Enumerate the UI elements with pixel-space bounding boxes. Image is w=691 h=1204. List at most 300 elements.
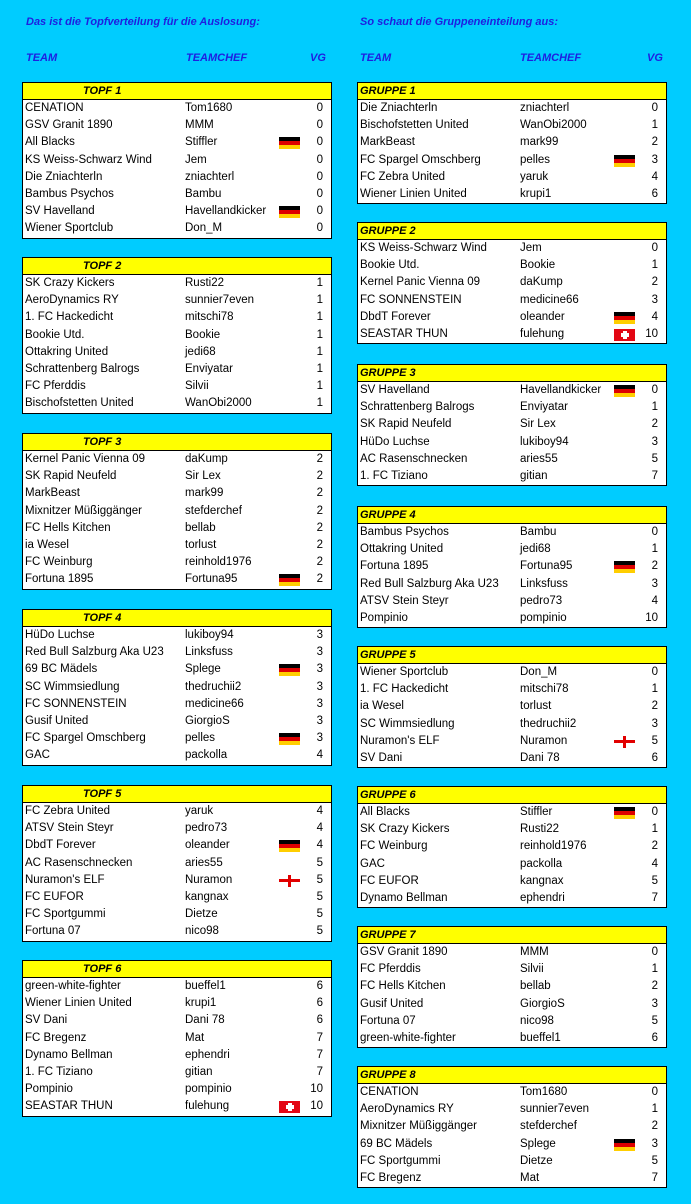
vg-value: 0 — [651, 242, 658, 254]
team-chef: yaruk — [520, 170, 549, 183]
team-name: Fortuna 1895 — [360, 560, 429, 573]
table-row — [358, 593, 666, 610]
team-name: ia Wesel — [25, 538, 69, 551]
vg-value: 5 — [316, 908, 323, 921]
team-chef: Sir Lex — [185, 470, 221, 483]
team-name: 1. FC Tiziano — [360, 469, 428, 482]
team-name: Bischofstetten United — [360, 119, 469, 132]
team-name: FC Zebra United — [360, 170, 446, 183]
team-chef: pompinio — [520, 611, 567, 624]
table-row — [358, 750, 666, 767]
team-name: DbdT Forever — [360, 310, 431, 323]
team-chef: mark99 — [185, 487, 224, 500]
table-row — [358, 698, 666, 715]
team-name: 69 BC Mädels — [25, 663, 98, 676]
vg-value: 1 — [651, 1103, 658, 1116]
group-table — [357, 786, 667, 908]
vg-value: 1 — [316, 294, 323, 307]
groups-heading: So schaut die Gruppeneinteilung aus: — [360, 16, 559, 28]
vg-value: 3 — [316, 646, 323, 659]
team-chef: daKump — [520, 276, 563, 289]
germany-flag-icon — [614, 1139, 635, 1151]
team-chef: torlust — [520, 700, 552, 713]
vg-value: 1 — [316, 311, 323, 324]
table-row — [358, 186, 666, 203]
table-row — [358, 169, 666, 186]
germany-flag-icon — [279, 840, 300, 852]
vg-value: 1 — [651, 823, 658, 836]
team-chef: Bookie — [520, 259, 556, 272]
vg-value: 3 — [651, 153, 658, 166]
team-name: Wiener Sportclub — [25, 222, 114, 235]
team-chef: kangnax — [185, 890, 229, 903]
team-name: MarkBeast — [360, 136, 415, 149]
team-name: AC Rasenschnecken — [25, 856, 133, 869]
vg-value: 6 — [651, 187, 658, 200]
vg-value: 2 — [316, 538, 323, 551]
team-name: FC Sportgummi — [25, 908, 106, 921]
vg-value: 4 — [316, 749, 323, 762]
table-row — [358, 416, 666, 433]
groups-col-chef: TEAMCHEF — [520, 52, 582, 64]
team-chef: ephendri — [185, 1048, 230, 1061]
team-chef: WanObi2000 — [520, 119, 587, 132]
table-row — [23, 803, 331, 820]
team-chef: bueffel1 — [520, 1031, 561, 1044]
team-chef: jedi68 — [185, 345, 216, 358]
team-name: SV Dani — [25, 1014, 68, 1027]
vg-value: 3 — [316, 697, 323, 710]
vg-value: 10 — [310, 1100, 323, 1113]
pots-heading: Das ist die Topfverteilung für die Auslosung: — [26, 16, 260, 28]
table-row — [358, 576, 666, 593]
vg-value: 2 — [316, 470, 323, 483]
germany-flag-icon — [614, 807, 635, 819]
vg-value: 10 — [645, 611, 658, 624]
team-chef: Silvii — [520, 963, 544, 976]
table-row — [358, 821, 666, 838]
team-chef: Linksfuss — [520, 577, 568, 590]
table-row — [23, 361, 331, 378]
table-row — [358, 873, 666, 890]
table-row — [358, 399, 666, 416]
team-chef: krupi1 — [520, 187, 552, 200]
table-row — [358, 152, 666, 169]
team-chef: Enviyatar — [185, 362, 233, 375]
vg-value: 2 — [651, 840, 658, 853]
vg-value: 0 — [316, 136, 323, 149]
table-row — [358, 804, 666, 821]
vg-value: 3 — [651, 1137, 658, 1150]
table-row — [23, 344, 331, 361]
team-chef: Dietze — [185, 908, 218, 921]
team-name: FC SONNENSTEIN — [25, 697, 127, 710]
group-table — [357, 222, 667, 344]
table-row — [23, 378, 331, 395]
table-row — [23, 169, 331, 186]
vg-value: 3 — [651, 717, 658, 730]
table-row — [358, 274, 666, 291]
team-name: Wiener Sportclub — [360, 666, 449, 678]
team-name: FC Bregenz — [360, 1171, 422, 1184]
team-chef: pedro73 — [520, 594, 563, 607]
team-name: Bookie Utd. — [360, 259, 420, 272]
team-chef: mitschi78 — [185, 311, 234, 324]
team-chef: Stiffler — [185, 136, 218, 149]
vg-value: 4 — [316, 839, 323, 852]
team-name: FC SONNENSTEIN — [360, 293, 462, 306]
team-chef: Havellandkicker — [185, 205, 267, 218]
team-name: FC Hells Kitchen — [25, 521, 111, 534]
germany-flag-icon — [279, 206, 300, 218]
table-row — [23, 571, 331, 588]
table-row — [358, 309, 666, 326]
vg-value: 5 — [651, 452, 658, 465]
team-chef: Nuramon — [185, 873, 233, 886]
team-chef: packolla — [520, 857, 563, 870]
team-name: FC Weinburg — [25, 556, 93, 569]
vg-value: 0 — [316, 170, 323, 183]
table-row — [23, 644, 331, 661]
team-chef: pedro73 — [185, 822, 228, 835]
table-row — [23, 696, 331, 713]
team-name: Ottakring United — [25, 345, 109, 358]
team-name: Fortuna 07 — [25, 925, 81, 938]
vg-value: 0 — [316, 187, 323, 200]
pot-title: TOPF 3 — [23, 434, 331, 451]
team-name: AeroDynamics RY — [25, 294, 119, 307]
team-name: All Blacks — [360, 806, 410, 818]
vg-value: 2 — [651, 276, 658, 289]
vg-value: 0 — [651, 102, 658, 114]
team-name: Dynamo Bellman — [25, 1048, 113, 1061]
switzerland-flag-icon — [279, 1101, 300, 1113]
team-chef: lukiboy94 — [185, 629, 234, 641]
vg-value: 2 — [651, 1120, 658, 1133]
pot-table — [22, 257, 332, 414]
team-chef: Tom1680 — [185, 102, 233, 114]
table-row — [358, 961, 666, 978]
team-chef: Sir Lex — [520, 418, 556, 431]
table-row — [23, 906, 331, 923]
team-name: HüDo Luchse — [25, 629, 95, 641]
team-name: GAC — [360, 857, 385, 870]
table-row — [23, 451, 331, 468]
team-chef: bueffel1 — [185, 980, 226, 992]
team-name: ia Wesel — [360, 700, 404, 713]
vg-value: 6 — [316, 980, 323, 992]
team-chef: Dietze — [520, 1154, 553, 1167]
team-name: Mixnitzer Müßiggänger — [25, 504, 142, 517]
team-name: 1. FC Hackedicht — [25, 311, 114, 324]
vg-value: 3 — [316, 663, 323, 676]
table-row — [358, 716, 666, 733]
vg-value: 7 — [316, 1065, 323, 1078]
team-name: Nuramon's ELF — [360, 734, 440, 747]
pot-title: TOPF 6 — [23, 961, 331, 978]
group-title: GRUPPE 5 — [358, 647, 666, 664]
table-row — [358, 434, 666, 451]
vg-value: 1 — [316, 345, 323, 358]
team-name: Gusif United — [360, 997, 424, 1010]
team-chef: Stiffler — [520, 806, 553, 818]
vg-value: 2 — [316, 504, 323, 517]
team-chef: mark99 — [520, 136, 559, 149]
table-row — [23, 100, 331, 117]
team-name: Schrattenberg Balrogs — [360, 401, 475, 414]
vg-value: 0 — [651, 526, 658, 538]
team-name: CENATION — [360, 1086, 419, 1098]
vg-value: 6 — [316, 997, 323, 1010]
group-table — [357, 926, 667, 1048]
pots-col-team: TEAM — [26, 52, 58, 64]
team-name: DbdT Forever — [25, 839, 96, 852]
table-row — [358, 257, 666, 274]
vg-value: 4 — [316, 805, 323, 817]
team-chef: Mat — [520, 1171, 540, 1184]
team-name: Kernel Panic Vienna 09 — [360, 276, 480, 289]
table-row — [23, 1012, 331, 1029]
team-name: FC Pferddis — [25, 380, 86, 393]
vg-value: 7 — [651, 891, 658, 904]
table-row — [358, 541, 666, 558]
table-row — [23, 661, 331, 678]
table-row — [23, 1064, 331, 1081]
vg-value: 3 — [316, 629, 323, 641]
table-row — [358, 996, 666, 1013]
team-chef: Rusti22 — [185, 277, 224, 289]
pot-table — [22, 960, 332, 1117]
team-chef: oleander — [520, 310, 565, 323]
team-chef: stefderchef — [185, 504, 242, 517]
table-row — [358, 326, 666, 343]
group-title: GRUPPE 8 — [358, 1067, 666, 1084]
team-chef: Enviyatar — [520, 401, 568, 414]
team-chef: nico98 — [520, 1014, 554, 1027]
vg-value: 2 — [316, 573, 323, 586]
team-name: ATSV Stein Steyr — [360, 594, 449, 607]
team-name: 69 BC Mädels — [360, 1137, 433, 1150]
germany-flag-icon — [614, 561, 635, 573]
table-row — [358, 681, 666, 698]
pot-table — [22, 609, 332, 766]
table-row — [23, 627, 331, 644]
team-name: 1. FC Hackedicht — [360, 683, 449, 696]
team-chef: Jem — [520, 242, 542, 254]
switzerland-flag-icon — [614, 329, 635, 341]
team-chef: torlust — [185, 538, 217, 551]
table-row — [358, 1101, 666, 1118]
vg-value: 1 — [651, 119, 658, 132]
team-name: CENATION — [25, 102, 84, 114]
vg-value: 6 — [651, 751, 658, 764]
team-name: Dynamo Bellman — [360, 891, 448, 904]
team-chef: ephendri — [520, 891, 565, 904]
table-row — [358, 117, 666, 134]
vg-value: 1 — [316, 397, 323, 410]
table-row — [23, 820, 331, 837]
vg-value: 3 — [651, 997, 658, 1010]
vg-value: 0 — [316, 222, 323, 235]
england-flag-icon — [279, 875, 300, 887]
team-name: Ottakring United — [360, 543, 444, 556]
table-row — [358, 134, 666, 151]
table-row — [23, 485, 331, 502]
vg-value: 1 — [651, 963, 658, 976]
table-row — [23, 220, 331, 237]
team-name: HüDo Luchse — [360, 435, 430, 448]
team-chef: sunnier7even — [520, 1103, 590, 1116]
team-chef: Mat — [185, 1031, 205, 1044]
group-title: GRUPPE 3 — [358, 365, 666, 382]
table-row — [358, 1084, 666, 1101]
vg-value: 7 — [651, 469, 658, 482]
team-chef: daKump — [185, 453, 228, 465]
team-chef: fulehung — [520, 327, 565, 340]
team-chef: fulehung — [185, 1100, 230, 1113]
team-chef: packolla — [185, 749, 228, 762]
table-row — [23, 327, 331, 344]
vg-value: 10 — [310, 1083, 323, 1096]
team-name: Pompinio — [25, 1083, 73, 1096]
team-chef: nico98 — [185, 925, 219, 938]
team-name: Bischofstetten United — [25, 397, 134, 410]
team-chef: sunnier7even — [185, 294, 255, 307]
team-name: SK Rapid Neufeld — [25, 470, 117, 483]
team-name: KS Weiss-Schwarz Wind — [25, 153, 152, 166]
team-chef: Tom1680 — [520, 1086, 568, 1098]
team-name: FC Spargel Omschberg — [25, 732, 146, 745]
team-name: SK Rapid Neufeld — [360, 418, 452, 431]
vg-value: 2 — [316, 453, 323, 465]
team-name: Bookie Utd. — [25, 328, 85, 341]
table-row — [23, 395, 331, 412]
germany-flag-icon — [279, 733, 300, 745]
table-row — [358, 1030, 666, 1047]
team-chef: Dani 78 — [520, 751, 560, 764]
table-row — [23, 309, 331, 326]
team-name: FC EUFOR — [25, 890, 84, 903]
table-row — [23, 978, 331, 995]
germany-flag-icon — [279, 664, 300, 676]
vg-value: 3 — [316, 680, 323, 693]
table-row — [23, 203, 331, 220]
team-chef: Splege — [185, 663, 221, 676]
team-chef: MMM — [185, 119, 214, 132]
team-name: FC Zebra United — [25, 805, 111, 817]
team-name: SEASTAR THUN — [25, 1100, 113, 1113]
team-chef: bellab — [185, 521, 216, 534]
team-chef: medicine66 — [520, 293, 579, 306]
team-name: All Blacks — [25, 136, 75, 149]
table-row — [358, 100, 666, 117]
team-chef: gitian — [520, 469, 548, 482]
vg-value: 1 — [316, 362, 323, 375]
vg-value: 2 — [651, 418, 658, 431]
england-flag-icon — [614, 736, 635, 748]
table-row — [358, 978, 666, 995]
table-row — [23, 275, 331, 292]
table-row — [358, 733, 666, 750]
table-row — [358, 664, 666, 681]
team-chef: zniachterl — [185, 170, 235, 183]
team-name: SV Havelland — [360, 384, 430, 396]
vg-value: 0 — [651, 1086, 658, 1098]
vg-value: 2 — [651, 700, 658, 713]
table-row — [358, 1170, 666, 1187]
group-title: GRUPPE 2 — [358, 223, 666, 240]
table-row — [23, 679, 331, 696]
table-row — [358, 240, 666, 257]
vg-value: 7 — [651, 1171, 658, 1184]
team-name: Die Zniachterln — [360, 102, 438, 114]
group-title: GRUPPE 4 — [358, 507, 666, 524]
vg-value: 4 — [651, 310, 658, 323]
table-row — [23, 186, 331, 203]
germany-flag-icon — [614, 312, 635, 324]
team-chef: thedruchii2 — [185, 680, 242, 693]
team-chef: Splege — [520, 1137, 556, 1150]
vg-value: 5 — [316, 873, 323, 886]
team-name: 1. FC Tiziano — [25, 1065, 93, 1078]
vg-value: 3 — [651, 293, 658, 306]
vg-value: 5 — [651, 734, 658, 747]
table-row — [358, 610, 666, 627]
team-name: SV Havelland — [25, 205, 95, 218]
team-chef: oleander — [185, 839, 230, 852]
vg-value: 6 — [651, 1031, 658, 1044]
team-chef: yaruk — [185, 805, 214, 817]
team-chef: pelles — [520, 153, 551, 166]
vg-value: 1 — [651, 543, 658, 556]
team-chef: Fortuna95 — [520, 560, 573, 573]
table-row — [358, 1118, 666, 1135]
team-name: GAC — [25, 749, 50, 762]
team-name: Wiener Linien United — [25, 997, 132, 1010]
vg-value: 0 — [316, 153, 323, 166]
team-name: green-white-fighter — [360, 1031, 456, 1044]
table-row — [358, 468, 666, 485]
vg-value: 4 — [651, 594, 658, 607]
pot-table — [22, 433, 332, 590]
team-chef: Rusti22 — [520, 823, 559, 836]
pots-col-vg: VG — [310, 52, 326, 64]
team-name: MarkBeast — [25, 487, 80, 500]
team-name: Mixnitzer Müßiggänger — [360, 1120, 477, 1133]
table-row — [358, 382, 666, 399]
team-name: Nuramon's ELF — [25, 873, 105, 886]
vg-value: 5 — [316, 890, 323, 903]
team-name: Bambus Psychos — [25, 187, 114, 200]
vg-value: 3 — [316, 732, 323, 745]
vg-value: 7 — [316, 1031, 323, 1044]
table-row — [23, 468, 331, 485]
table-row — [23, 872, 331, 889]
team-name: Die Zniachterln — [25, 170, 103, 183]
vg-value: 5 — [651, 874, 658, 887]
team-chef: Bambu — [185, 187, 222, 200]
vg-value: 5 — [651, 1154, 658, 1167]
group-title: GRUPPE 6 — [358, 787, 666, 804]
team-chef: Silvii — [185, 380, 209, 393]
table-row — [23, 747, 331, 764]
team-chef: reinhold1976 — [520, 840, 587, 853]
vg-value: 4 — [651, 857, 658, 870]
table-row — [358, 524, 666, 541]
team-chef: thedruchii2 — [520, 717, 577, 730]
table-row — [23, 1030, 331, 1047]
team-chef: Dani 78 — [185, 1014, 225, 1027]
